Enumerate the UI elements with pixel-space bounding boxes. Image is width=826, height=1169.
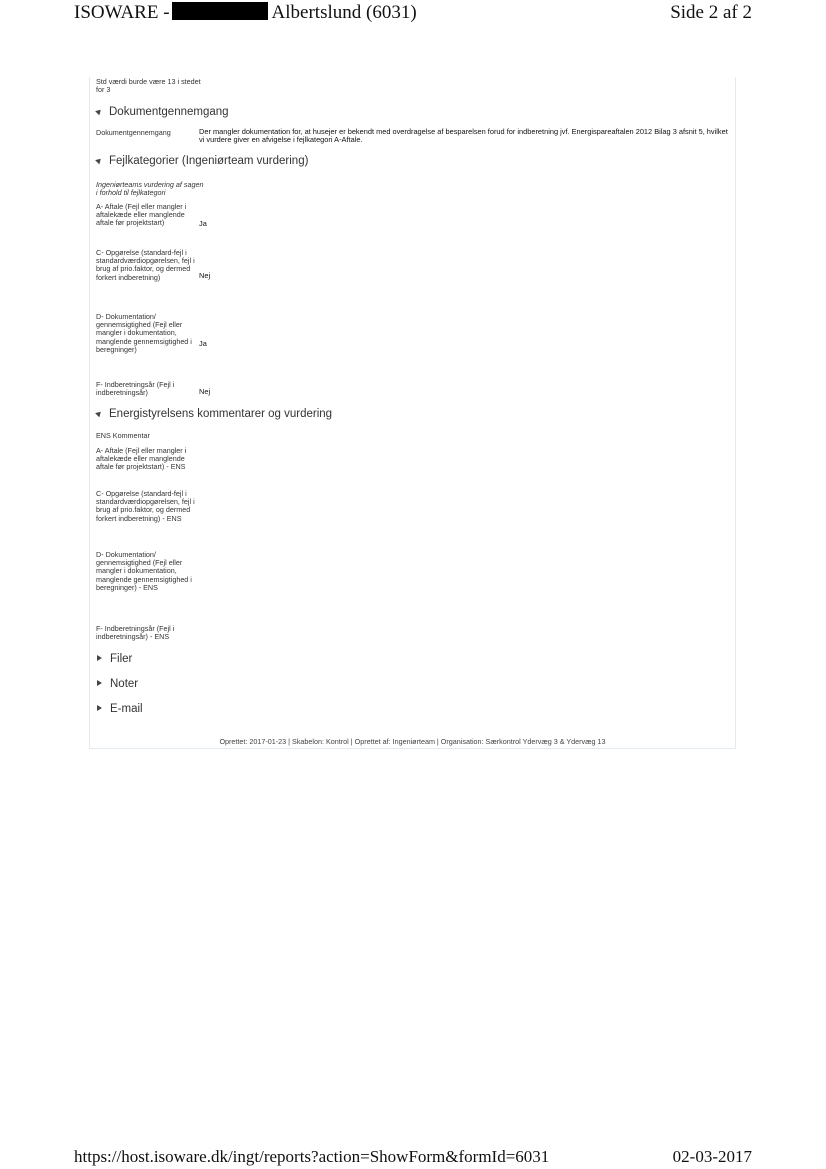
section-filer-header[interactable] [96,653,132,665]
ens-row-label: F- Indberetningsår (Fejl i indberetningsår) - ENS [96,624,175,642]
std-note: Std værdi burde være 13 i stedet for 3 [96,77,201,95]
section-noter-header[interactable] [96,678,138,690]
section-title: Energistyrelsens kommentarer og vurdering [109,408,333,420]
fejl-row-value: Ja [199,219,207,228]
header-title [74,2,417,24]
footer-url: https://host.isoware.dk/ingt/reports?action=ShowForm&formId=6031 [74,1147,550,1166]
section-dokument-header[interactable] [96,106,229,118]
expanded-triangle-icon [95,108,103,116]
fejl-row-label: D- Dokumentation/ gennemsigtighed (Fejl eller mangler i dokumentation, manglende gennemsigtighed i beregninger) [96,312,192,354]
expanded-triangle-icon [95,157,103,165]
section-email-header[interactable] [96,703,143,715]
section-fejl-header[interactable] [96,155,308,167]
section-title: E-mail [110,703,143,715]
ens-row-label: C- Opgørelse (standard-fejl i standardværdiopgørelsen, fejl i brug af prio.faktor, og dermed forkert indberetning) - ENS [96,489,195,523]
dokument-text: Der mangler dokumentation for, at husejer er bekendt med overdragelse af besparelsen forud for indberetning jvf. Energispareaftalen 2012 Bilag 3 afsnit 5, hvilket vi vurdere giver en afvigelse i fejlkategori A-Aftale. [199,127,728,145]
page-footer [0,1146,826,1168]
section-title: Fejlkategorier (Ingeniørteam vurdering) [109,155,309,167]
redaction-bar [172,2,268,20]
page-number: Side 2 af 2 [670,2,752,23]
header-app: ISOWARE - [74,2,170,23]
collapsed-triangle-icon [97,705,102,711]
collapsed-triangle-icon [97,655,102,661]
header-location: Albertslund (6031) [271,2,417,23]
ens-row-label: D- Dokumentation/ gennemsigtighed (Fejl eller mangler i dokumentation, manglende gennemsigtighed i beregninger) - ENS [96,550,192,592]
section-ens-header[interactable] [96,408,332,420]
fejl-row-value: Nej [199,387,211,396]
footer-date: 02-03-2017 [672,1147,752,1166]
fejl-row-label: A- Aftale (Fejl eller mangler i aftalekæde eller manglende aftale før projektstart) [96,202,187,228]
dokument-label: Dokumentgennemgang [96,128,171,137]
ens-comment-label: ENS Kommentar [96,431,150,440]
section-title: Noter [110,678,139,690]
fejl-intro: Ingeniørteams vurdering af sagen i forhold til fejlkategori [96,180,204,198]
section-title: Dokumentgennemgang [109,106,229,118]
meta-line: Oprettet: 2017-01-23 | Skabelon: Kontrol | Oprettet af: Ingeniørteam | Organisation: Særkontrol Ydervæg 3 & Ydervæg 13 [219,737,606,746]
form-panel [89,77,736,749]
fejl-row-label: F- Indberetningsår (Fejl i indberetningsår) [96,380,175,398]
section-title: Filer [110,653,133,665]
page-header [0,0,826,30]
fejl-row-value: Ja [199,339,207,348]
collapsed-triangle-icon [97,680,102,686]
expanded-triangle-icon [95,410,103,418]
ens-row-label: A- Aftale (Fejl eller mangler i aftalekæde eller manglende aftale før projektstart) - ENS [96,446,187,472]
fejl-row-label: C- Opgørelse (standard-fejl i standardværdiopgørelsen, fejl i brug af prio.faktor, og dermed forkert indberetning) [96,248,195,282]
fejl-row-value: Nej [199,271,211,280]
